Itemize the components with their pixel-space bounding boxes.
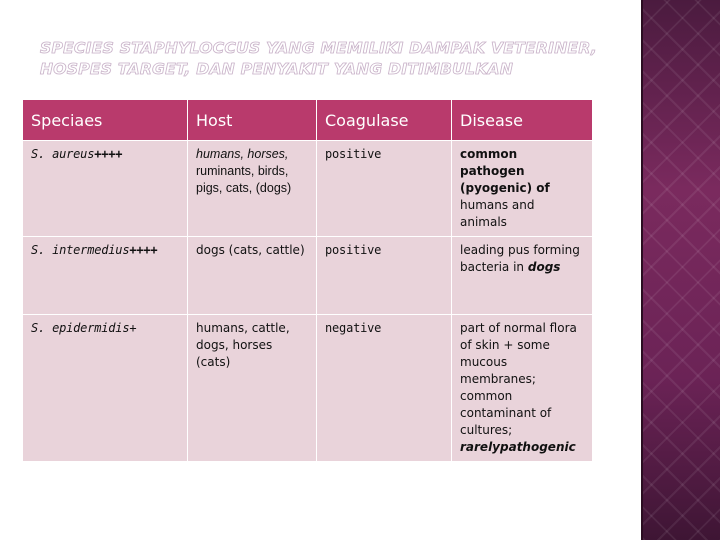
coagulase-cell: positive <box>317 141 452 237</box>
species-cell <box>23 237 188 315</box>
host-cell: humans, cattle, dogs, horses (cats) <box>188 315 317 462</box>
species-cell <box>23 141 188 237</box>
host-cell <box>188 141 317 237</box>
species-table <box>22 99 593 462</box>
disease-text: part of normal flora of skin + some mucous membranes; common contaminant of cultures; <box>460 321 577 437</box>
species-cell <box>23 315 188 462</box>
header-species: Speciaes <box>23 100 188 141</box>
disease-cell <box>452 315 593 462</box>
disease-emphasis: rarelypathogenic <box>460 440 576 454</box>
species-name: S. intermedius <box>31 243 130 257</box>
table-row <box>23 315 593 462</box>
host-rest: ruminants, birds, pigs, cats, (dogs) <box>196 164 292 195</box>
disease-rest: humans and animals <box>460 198 535 229</box>
disease-emphasis: dogs <box>527 260 561 274</box>
host-line1: humans, horses, <box>196 147 289 161</box>
table-row <box>23 237 593 315</box>
disease-text: leading pus forming bacteria in <box>460 243 580 274</box>
coagulase-cell: negative <box>317 315 452 462</box>
table-row <box>23 141 593 237</box>
species-suffix: ++++ <box>94 147 123 161</box>
species-name: S. epidermidis <box>31 321 130 335</box>
species-suffix: ++++ <box>129 243 158 257</box>
disease-line1: common pathogen (pyogenic) of <box>460 147 550 195</box>
header-host: Host <box>188 100 317 141</box>
decorative-side-panel <box>641 0 720 540</box>
header-disease: Disease <box>452 100 593 141</box>
disease-cell <box>452 237 593 315</box>
table-header-row <box>23 100 593 141</box>
disease-cell <box>452 141 593 237</box>
species-name: S. aureus <box>31 147 95 161</box>
slide-title <box>40 38 600 80</box>
title-line-1: SPECIES STAPHYLOCCUS YANG MEMILIKI DAMPAK VETERINER, <box>40 39 598 57</box>
title-line-2: HOSPES TARGET, DAN PENYAKIT YANG DITIMBULKAN <box>40 60 514 78</box>
coagulase-cell: positive <box>317 237 452 315</box>
species-suffix: + <box>129 321 137 335</box>
header-coagulase: Coagulase <box>317 100 452 141</box>
host-cell: dogs (cats, cattle) <box>188 237 317 315</box>
